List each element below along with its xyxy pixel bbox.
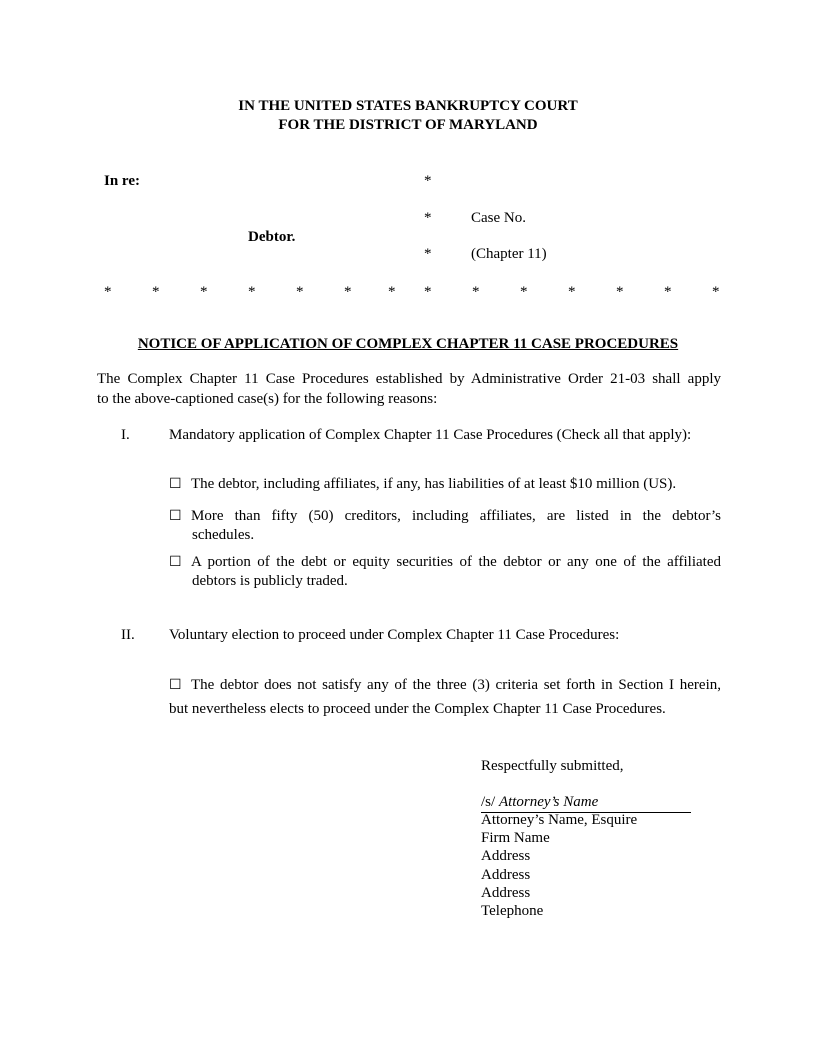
checkbox-liabilities[interactable] [169,475,676,494]
section-2-heading: Voluntary election to proceed under Complex Chapter 11 Case Procedures: [169,627,620,643]
divider-star: * [424,284,432,300]
criterion-2-continuation: schedules. [192,527,255,543]
checkbox-voluntary-election[interactable] [169,676,721,695]
intro-line-1: The Complex Chapter 11 Case Procedures established by Administrative Order 21-03 shall apply [97,371,721,387]
criterion-2-text: More than fifty (50) creditors, including affiliates, are listed in the debtor’s [191,508,721,524]
court-name: IN THE UNITED STATES BANKRUPTCY COURT [238,98,578,114]
election-continuation: but nevertheless elects to proceed under the Complex Chapter 11 Case Procedures. [169,701,666,717]
divider-star: * [152,284,160,300]
checkbox-publicly-traded[interactable] [169,553,721,591]
divider-star: * [616,284,624,300]
section-2-number: II. [121,627,135,643]
divider-star: * [104,284,112,300]
divider-star: * [344,284,352,300]
checkbox-icon: ☐ [169,554,182,570]
caption-star-2: * [424,210,432,226]
address-line-2: Address [481,867,531,883]
divider-star: * [568,284,576,300]
checkbox-creditors[interactable] [169,507,721,545]
divider-star: * [472,284,480,300]
notice-title: NOTICE OF APPLICATION OF COMPLEX CHAPTER 11 CASE PROCEDURES [137,336,679,352]
checkbox-icon: ☐ [169,677,182,693]
checkbox-icon: ☐ [169,476,182,492]
divider-star: * [248,284,256,300]
address-line-3: Address [481,885,531,901]
attorney-name: Attorney’s Name, Esquire [481,812,638,828]
firm-name: Firm Name [481,830,550,846]
chapter-label: (Chapter 11) [471,246,547,262]
signature-name: Attorney’s Name [498,794,599,810]
divider-star: * [200,284,208,300]
caption-star-3: * [424,246,432,262]
signature-line [481,793,691,813]
section-1-number: I. [121,427,130,443]
address-line-1: Address [481,848,531,864]
debtor-label: Debtor. [248,229,296,245]
case-number-label: Case No. [471,210,526,226]
election-text: The debtor does not satisfy any of the three (3) criteria set forth in Section I herein, [191,677,721,693]
criterion-3-continuation: debtors is publicly traded. [192,573,348,589]
caption-star-1: * [424,173,432,189]
checkbox-icon: ☐ [169,508,182,524]
divider-star: * [388,284,396,300]
court-district: FOR THE DISTRICT OF MARYLAND [278,117,538,133]
telephone: Telephone [481,903,544,919]
divider-star: * [296,284,304,300]
divider-star: * [520,284,528,300]
criterion-3-text: A portion of the debt or equity securities of the debtor or any one of the affiliated [191,554,721,570]
criterion-1-text: The debtor, including affiliates, if any, has liabilities of at least $10 million (US). [191,476,677,492]
intro-line-2: to the above-captioned case(s) for the following reasons: [97,391,438,407]
divider-star: * [712,284,720,300]
divider-star: * [664,284,672,300]
signature-prefix: /s/ [481,794,496,810]
closing: Respectfully submitted, [481,758,624,774]
in-re-label: In re: [104,173,140,189]
section-1-heading: Mandatory application of Complex Chapter 11 Case Procedures (Check all that apply): [169,427,692,443]
